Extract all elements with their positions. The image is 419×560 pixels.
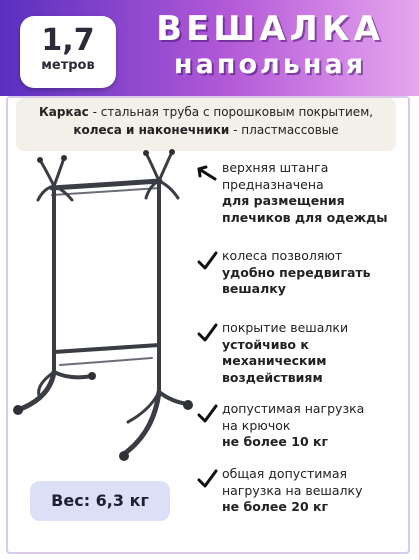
- check-icon: [196, 468, 218, 490]
- note-wheels-label: колеса и наконечники: [73, 123, 230, 137]
- feature-top-bar-text: верхняя штанга предназначена для размещения плечиков для одежды: [222, 160, 388, 225]
- weight-label: Вес: 6,3 кг: [30, 481, 170, 521]
- feature-coating-text: покрытие вешалки устойчиво к механическим воздействиям: [222, 320, 349, 385]
- arrow-icon: [196, 162, 218, 184]
- feature-hook-load-text: допустимая нагрузка на крючок не более 10 кг: [222, 401, 365, 449]
- feature-total-load-text: общая допустимая нагрузка на вешалку не более 20 кг: [222, 466, 363, 514]
- check-icon: [196, 403, 218, 425]
- check-icon: [196, 322, 218, 344]
- title-line-1: ВЕШАЛКА: [156, 9, 384, 49]
- height-unit: метров: [41, 58, 95, 73]
- note-frame-text: - стальная труба с порошковым покрытием,: [88, 105, 374, 119]
- height-value: 1,7: [41, 23, 95, 58]
- note-frame-label: Каркас: [38, 105, 89, 119]
- check-icon: [196, 250, 218, 272]
- note-wheels-text: - пластмассовые: [229, 123, 339, 137]
- feature-wheels-text: колеса позволяют удобно передвигать вешалку: [222, 248, 371, 296]
- title-line-2: напольная: [173, 49, 367, 80]
